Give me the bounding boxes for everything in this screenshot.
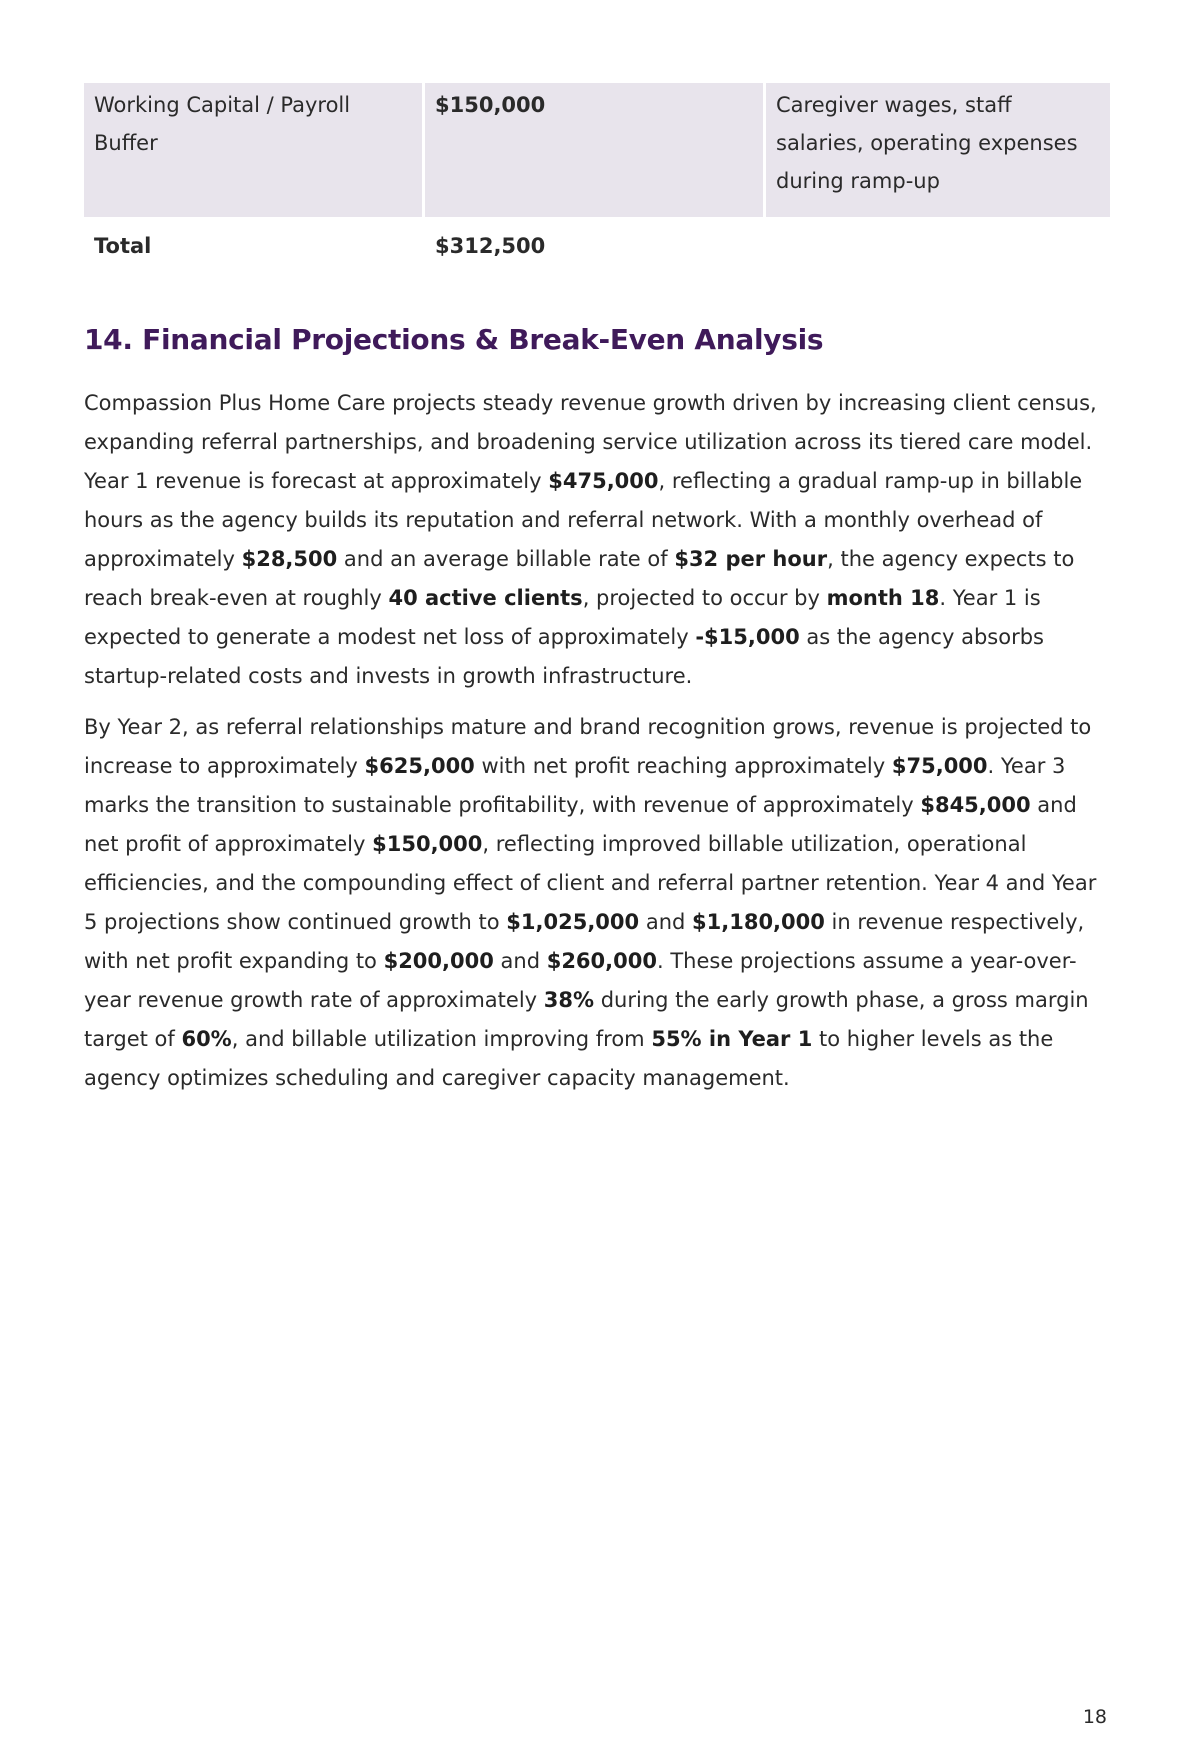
text-run: Compassion Plus Home Care projects steady revenue growth driven by increasing client census, expanding referral partnerships, and broadening service utilization across its tiered care model. Year 1 revenue is forecast at approximately bbox=[84, 391, 1097, 493]
text-run: . Year 3 marks the transition to sustainable profitability, with revenue of approximately bbox=[84, 754, 1066, 817]
emphasis: month 18 bbox=[826, 586, 940, 610]
emphasis: 38% bbox=[543, 988, 595, 1012]
text-run: in revenue respectively, with net profit expanding to bbox=[84, 910, 1085, 973]
text-run: By Year 2, as referral relationships mature and brand recognition grows, revenue is projected to increase to approximately bbox=[84, 715, 1092, 778]
text-run: and an average billable rate of bbox=[337, 547, 675, 571]
text-run: with net profit reaching approximately bbox=[474, 754, 892, 778]
text-run: and net profit of approximately bbox=[84, 793, 1077, 856]
text-run: during the early growth phase, a gross margin target of bbox=[84, 988, 1089, 1051]
document-page bbox=[84, 83, 1110, 1110]
text-run: and bbox=[639, 910, 693, 934]
text-run: . Year 1 is expected to generate a modest net loss of approximately bbox=[84, 586, 1041, 649]
text-run: , reflecting a gradual ramp-up in billable hours as the agency builds its reputation and referral network. With a monthly overhead of approximately bbox=[84, 469, 1083, 571]
emphasis: $845,000 bbox=[920, 793, 1031, 817]
text-run: as the agency absorbs startup-related costs and invests in growth infrastructure. bbox=[84, 625, 1044, 688]
emphasis: $475,000 bbox=[548, 469, 659, 493]
table-row bbox=[84, 83, 1110, 217]
section-heading: 14. Financial Projections & Break-Even Analysis bbox=[84, 323, 824, 356]
text-run: and bbox=[493, 949, 547, 973]
emphasis: $150,000 bbox=[372, 832, 483, 856]
text-run: , reflecting improved billable utilization, operational efficiencies, and the compounding effect of client and referral partner retention. Year 4 and Year 5 projections show continued growth to bbox=[84, 832, 1097, 934]
emphasis: $75,000 bbox=[891, 754, 988, 778]
text-run: to higher levels as the agency optimizes scheduling and caregiver capacity management. bbox=[84, 1027, 1054, 1090]
table-cell-description: Caregiver wages, staff salaries, operating expenses during ramp-up bbox=[766, 83, 1110, 217]
emphasis: $1,180,000 bbox=[692, 910, 825, 934]
table-cell-item: Working Capital / Payroll Buffer bbox=[84, 83, 425, 217]
emphasis: 55% in Year 1 bbox=[651, 1027, 813, 1051]
table-total-row bbox=[84, 217, 1110, 273]
emphasis: 40 active clients bbox=[388, 586, 583, 610]
emphasis: $260,000 bbox=[546, 949, 657, 973]
paragraph-2 bbox=[84, 708, 1110, 1098]
total-label: Total bbox=[94, 234, 152, 258]
emphasis: $625,000 bbox=[364, 754, 475, 778]
text-run: , and billable utilization improving from bbox=[231, 1027, 652, 1051]
emphasis: $32 per hour bbox=[674, 547, 828, 571]
emphasis: $200,000 bbox=[383, 949, 494, 973]
page-number: 18 bbox=[1082, 1706, 1107, 1728]
total-amount: $312,500 bbox=[435, 234, 546, 258]
startup-costs-table bbox=[84, 83, 1110, 273]
emphasis: -$15,000 bbox=[695, 625, 800, 649]
emphasis: $1,025,000 bbox=[506, 910, 640, 934]
text-run: , projected to occur by bbox=[582, 586, 827, 610]
text-run: . These projections assume a year-over-year revenue growth rate of approximately bbox=[84, 949, 1077, 1012]
table-cell-amount: $150,000 bbox=[425, 83, 766, 217]
paragraph-1 bbox=[84, 384, 1110, 696]
text-run: , the agency expects to reach break-even at roughly bbox=[84, 547, 1075, 610]
emphasis: 60% bbox=[181, 1027, 232, 1051]
emphasis: $28,500 bbox=[241, 547, 338, 571]
total-empty-cell bbox=[766, 217, 1110, 273]
